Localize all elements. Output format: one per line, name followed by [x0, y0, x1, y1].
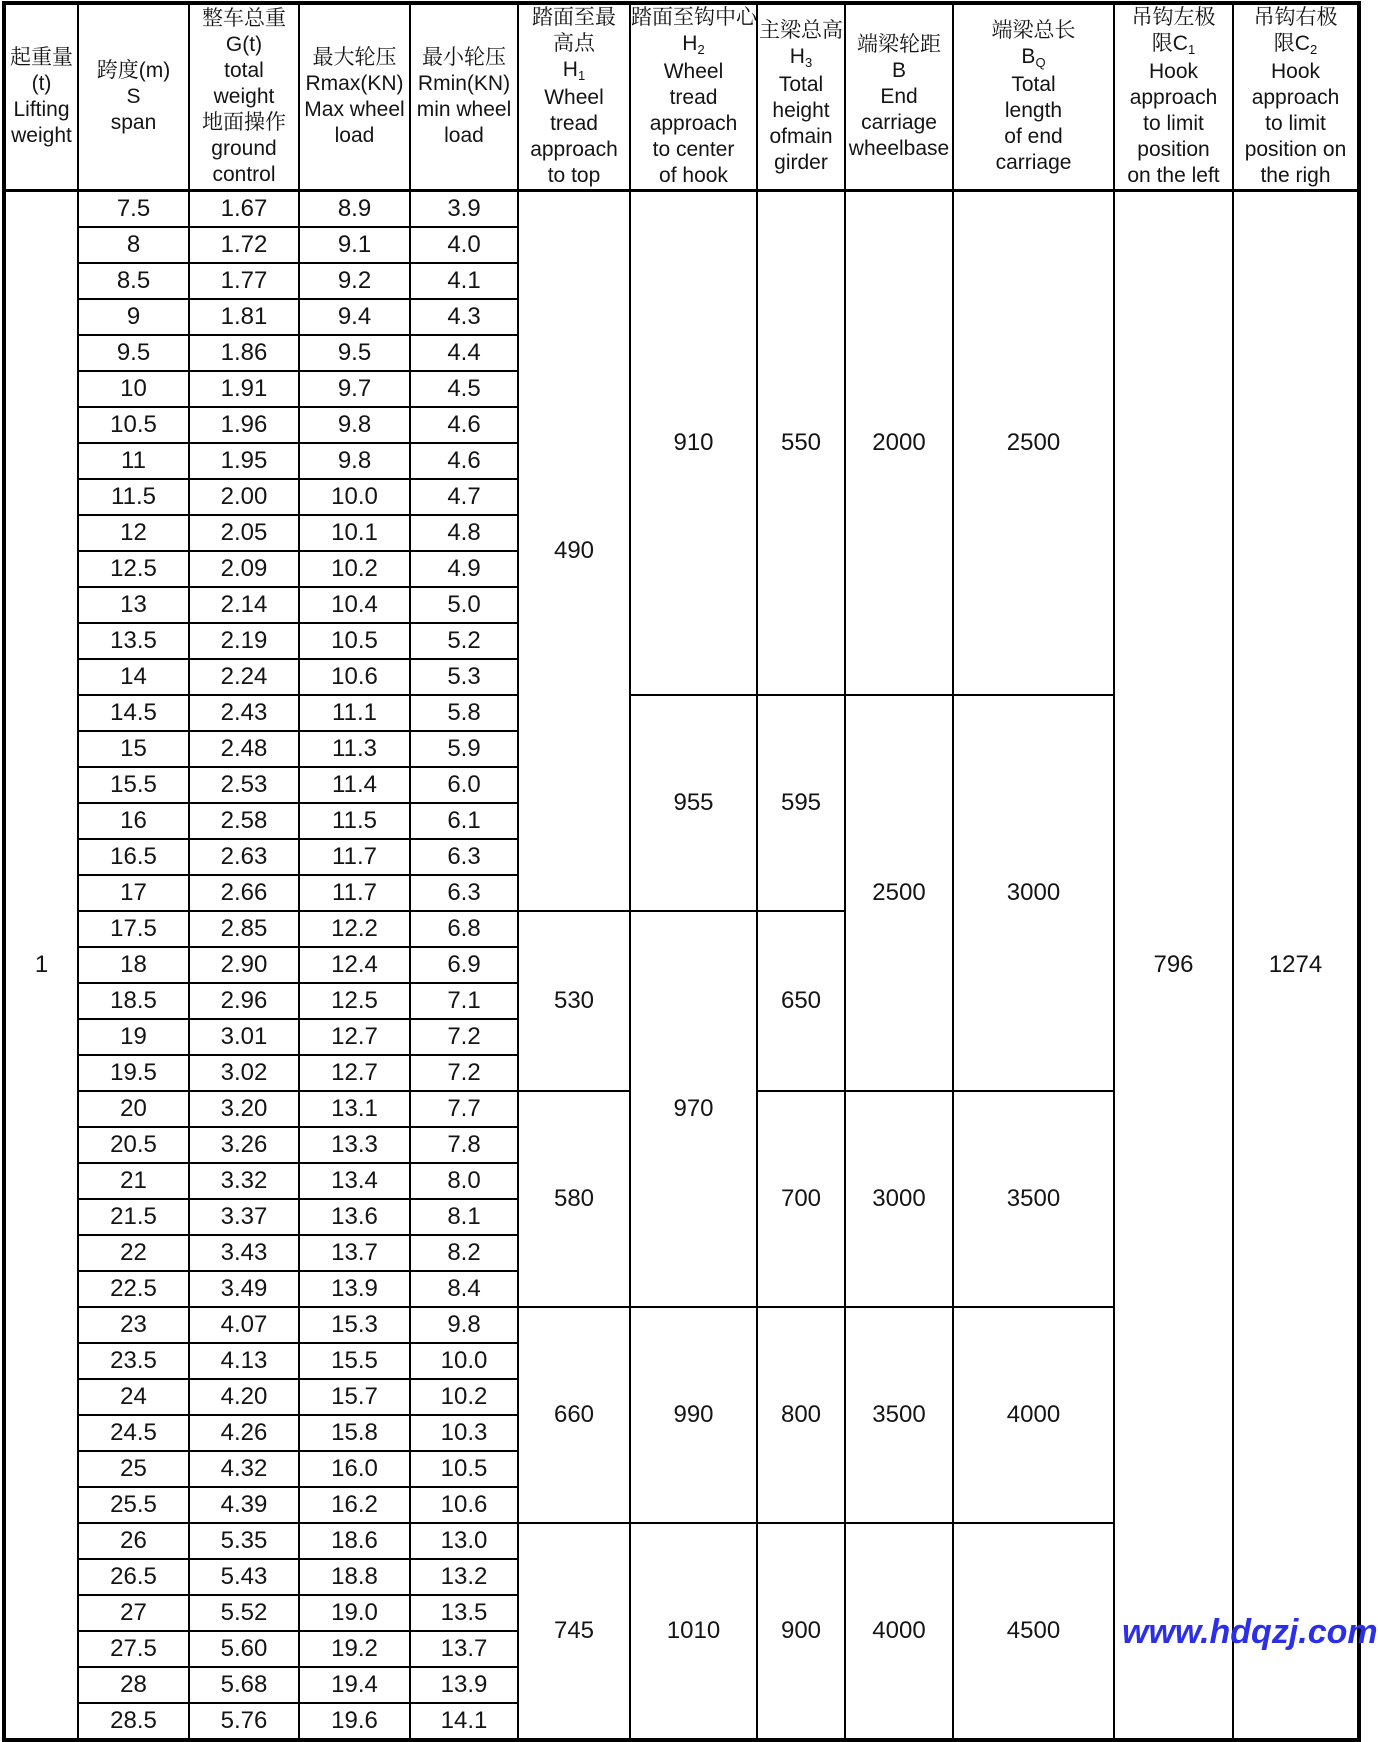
header-line: control: [212, 163, 276, 186]
table-cell: 7.7: [410, 1091, 518, 1127]
header-line: 地面操作: [202, 111, 286, 134]
table-cell: 7.2: [410, 1055, 518, 1091]
table-cell: 4.13: [189, 1343, 299, 1379]
table-cell: 6.1: [410, 803, 518, 839]
table-cell: 16.2: [299, 1487, 410, 1523]
table-cell: 10.0: [410, 1343, 518, 1379]
merged-cell-b: 4000: [845, 1523, 953, 1740]
table-cell: 14: [78, 659, 189, 695]
header-line: Total: [778, 73, 824, 96]
table-cell: 21: [78, 1163, 189, 1199]
header-line: of hook: [659, 164, 728, 187]
table-cell: 4.32: [189, 1451, 299, 1487]
table-cell: 15.5: [299, 1343, 410, 1379]
table-cell: 26: [78, 1523, 189, 1559]
table-cell: 5.35: [189, 1523, 299, 1559]
header-line: to top: [547, 164, 601, 187]
table-cell: 2.48: [189, 731, 299, 767]
table-cell: 15.5: [78, 767, 189, 803]
table-cell: 23: [78, 1307, 189, 1343]
table-cell: 4.6: [410, 443, 518, 479]
merged-cell-h2: 990: [630, 1307, 757, 1523]
table-cell: 19.6: [299, 1703, 410, 1740]
table-cell: 2.85: [189, 911, 299, 947]
table-cell: 14.1: [410, 1703, 518, 1740]
table-cell: 11.5: [78, 479, 189, 515]
merged-cell-b: 2000: [845, 191, 953, 696]
table-cell: 10.3: [410, 1415, 518, 1451]
table-cell: 16.0: [299, 1451, 410, 1487]
header-line: Rmin(KN): [417, 72, 511, 95]
table-cell: 3.37: [189, 1199, 299, 1235]
header-line: 踏面至钩中心: [631, 6, 757, 29]
table-cell: 2.96: [189, 983, 299, 1019]
table-cell: 5.43: [189, 1559, 299, 1595]
table-cell: 2.63: [189, 839, 299, 875]
table-cell: 2.66: [189, 875, 299, 911]
header-line: 整车总重: [202, 7, 286, 30]
table-cell: 15.3: [299, 1307, 410, 1343]
table-cell: 2.90: [189, 947, 299, 983]
header-line: weight: [11, 124, 72, 147]
table-cell: 6.3: [410, 875, 518, 911]
table-cell: 11.3: [299, 731, 410, 767]
column-header-lifting_weight: [4, 3, 78, 191]
header-line: ofmain: [769, 125, 833, 148]
header-line: 限$C_2$: [1273, 32, 1318, 57]
table-cell: 12.5: [299, 983, 410, 1019]
header-line: 端梁总长: [991, 19, 1076, 42]
table-cell: 3.32: [189, 1163, 299, 1199]
table-cell: 16.5: [78, 839, 189, 875]
table-cell: 9.8: [410, 1307, 518, 1343]
table-cell: 28.5: [78, 1703, 189, 1740]
table-cell: 2.53: [189, 767, 299, 803]
header-line: End: [880, 85, 918, 108]
header-line: 吊钩右极: [1253, 6, 1338, 29]
header-line: Total: [1011, 73, 1056, 96]
table-cell: 10.1: [299, 515, 410, 551]
header-line: Hook: [1148, 60, 1199, 83]
table-cell: 9.5: [78, 335, 189, 371]
table-body: [4, 191, 1359, 1741]
table-cell: 5.3: [410, 659, 518, 695]
merged-cell-c2: 1274: [1233, 191, 1359, 1741]
table-cell: 15: [78, 731, 189, 767]
table-cell: 5.9: [410, 731, 518, 767]
header-line: $H_3$: [789, 45, 813, 70]
header-line: weight: [213, 85, 275, 108]
column-header-bq: [953, 3, 1114, 191]
table-cell: 1.91: [189, 371, 299, 407]
table-cell: 5.0: [410, 587, 518, 623]
merged-cell-c1: 796: [1114, 191, 1233, 1741]
table-cell: 9.8: [299, 443, 410, 479]
table-cell: 11.1: [299, 695, 410, 731]
header-line: 最小轮压: [422, 46, 506, 69]
table-cell: 21.5: [78, 1199, 189, 1235]
table-cell: 12.5: [78, 551, 189, 587]
watermark-url-text: www.hdqzj.com: [1122, 1613, 1378, 1651]
table-cell: 1.96: [189, 407, 299, 443]
merged-cell-lifting_weight: 1: [4, 191, 78, 1741]
table-row: [4, 191, 1359, 228]
table-cell: 1.72: [189, 227, 299, 263]
table-cell: 10.6: [299, 659, 410, 695]
table-cell: 24.5: [78, 1415, 189, 1451]
table-cell: 10: [78, 371, 189, 407]
table-cell: 15.7: [299, 1379, 410, 1415]
table-cell: 14.5: [78, 695, 189, 731]
table-cell: 10.0: [299, 479, 410, 515]
header-line: carriage: [995, 151, 1072, 174]
table-cell: 2.19: [189, 623, 299, 659]
table-cell: 18.8: [299, 1559, 410, 1595]
table-cell: 20: [78, 1091, 189, 1127]
table-cell: 18.5: [78, 983, 189, 1019]
table-cell: 27: [78, 1595, 189, 1631]
merged-cell-h3: 550: [757, 191, 845, 696]
table-cell: 22: [78, 1235, 189, 1271]
table-cell: 4.4: [410, 335, 518, 371]
table-cell: 9.5: [299, 335, 410, 371]
table-cell: 10.5: [78, 407, 189, 443]
table-cell: 5.52: [189, 1595, 299, 1631]
table-cell: 18: [78, 947, 189, 983]
table-cell: 26.5: [78, 1559, 189, 1595]
merged-cell-h3: 900: [757, 1523, 845, 1740]
header-line: 限$C_1$: [1151, 32, 1196, 57]
header-line: girder: [774, 151, 828, 174]
column-header-total_weight: [189, 3, 299, 191]
header-line: wheelbase: [848, 137, 950, 160]
table-cell: 13.5: [78, 623, 189, 659]
column-header-c2: [1233, 3, 1359, 191]
table-cell: 13.0: [410, 1523, 518, 1559]
header-line: Wheel: [663, 60, 724, 83]
header-line: Wheel: [544, 86, 604, 109]
merged-cell-b: 2500: [845, 695, 953, 1091]
header-line: 最大轮压: [312, 46, 397, 69]
merged-cell-h3: 700: [757, 1091, 845, 1307]
table-cell: 9.1: [299, 227, 410, 263]
table-cell: 7.8: [410, 1127, 518, 1163]
table-cell: 10.5: [410, 1451, 518, 1487]
header-line: on the left: [1127, 164, 1220, 187]
table-cell: 4.26: [189, 1415, 299, 1451]
table-cell: 5.2: [410, 623, 518, 659]
table-cell: 1.81: [189, 299, 299, 335]
table-cell: 5.8: [410, 695, 518, 731]
table-cell: 2.09: [189, 551, 299, 587]
header-line: of end: [1004, 125, 1063, 148]
table-cell: 8.4: [410, 1271, 518, 1307]
merged-cell-b: 3500: [845, 1307, 953, 1523]
header-line: to center: [652, 138, 735, 161]
table-cell: 25: [78, 1451, 189, 1487]
table-cell: 10.5: [299, 623, 410, 659]
merged-cell-h2: 970: [630, 911, 757, 1307]
table-cell: 13.3: [299, 1127, 410, 1163]
table-cell: 6.0: [410, 767, 518, 803]
table-cell: 6.9: [410, 947, 518, 983]
header-line: Max wheel: [304, 98, 405, 121]
header-line: min wheel: [416, 98, 512, 121]
table-cell: 4.39: [189, 1487, 299, 1523]
header-line: $H_2$: [682, 32, 705, 57]
table-cell: 19: [78, 1019, 189, 1055]
table-cell: 3.49: [189, 1271, 299, 1307]
table-cell: 2.00: [189, 479, 299, 515]
table-cell: 9: [78, 299, 189, 335]
table-cell: 13: [78, 587, 189, 623]
table-cell: 20.5: [78, 1127, 189, 1163]
table-cell: 15.8: [299, 1415, 410, 1451]
header-line: approach: [530, 138, 618, 161]
table-cell: 4.7: [410, 479, 518, 515]
header-line: approach: [1251, 86, 1340, 109]
merged-cell-h1: 490: [518, 191, 630, 912]
table-cell: 1.95: [189, 443, 299, 479]
table-cell: 13.7: [410, 1631, 518, 1667]
header-line: S: [126, 85, 141, 108]
table-cell: 8.0: [410, 1163, 518, 1199]
header-line: height: [772, 99, 830, 122]
table-cell: 13.7: [299, 1235, 410, 1271]
table-cell: 11.5: [299, 803, 410, 839]
table-cell: 8.9: [299, 191, 410, 228]
table-cell: 19.2: [299, 1631, 410, 1667]
table-cell: 12.2: [299, 911, 410, 947]
table-cell: 7.2: [410, 1019, 518, 1055]
header-line: length: [1004, 99, 1063, 122]
table-cell: 6.8: [410, 911, 518, 947]
header-line: position on: [1244, 138, 1347, 161]
table-cell: 9.8: [299, 407, 410, 443]
table-cell: 12.7: [299, 1055, 410, 1091]
column-header-max_wheel_load: [299, 3, 410, 191]
table-cell: 9.2: [299, 263, 410, 299]
table-cell: 4.8: [410, 515, 518, 551]
merged-cell-h2: 910: [630, 191, 757, 696]
table-cell: 2.43: [189, 695, 299, 731]
table-cell: 2.05: [189, 515, 299, 551]
header-line: Hook: [1270, 60, 1321, 83]
merged-cell-h1: 530: [518, 911, 630, 1091]
header-line: (t): [31, 72, 52, 95]
header-line: approach: [649, 112, 738, 135]
table-cell: 8.2: [410, 1235, 518, 1271]
table-cell: 5.76: [189, 1703, 299, 1740]
header-line: Rmax(KN): [305, 72, 404, 95]
table-cell: 5.68: [189, 1667, 299, 1703]
column-header-h1: [518, 3, 630, 191]
table-cell: 13.1: [299, 1091, 410, 1127]
table-cell: 10.2: [410, 1379, 518, 1415]
header-line: 吊钩左极: [1131, 6, 1216, 29]
table-cell: 10.2: [299, 551, 410, 587]
merged-cell-h2: 1010: [630, 1523, 757, 1740]
column-header-b: [845, 3, 953, 191]
column-header-h3: [757, 3, 845, 191]
table-cell: 24: [78, 1379, 189, 1415]
table-cell: 4.5: [410, 371, 518, 407]
header-line: Lifting: [13, 98, 70, 121]
table-cell: 19.0: [299, 1595, 410, 1631]
merged-cell-bq: 2500: [953, 191, 1114, 696]
header-line: tread: [550, 112, 598, 135]
header-line: $B_Q$: [1021, 45, 1046, 70]
header-line: total: [224, 59, 264, 82]
merged-cell-h1: 660: [518, 1307, 630, 1523]
table-cell: 4.20: [189, 1379, 299, 1415]
merged-cell-h3: 800: [757, 1307, 845, 1523]
table-cell: 2.14: [189, 587, 299, 623]
merged-cell-bq: 4000: [953, 1307, 1114, 1523]
table-cell: 19.5: [78, 1055, 189, 1091]
merged-cell-bq: 3500: [953, 1091, 1114, 1307]
table-cell: 23.5: [78, 1343, 189, 1379]
header-line: the righ: [1260, 164, 1331, 187]
table-cell: 1.77: [189, 263, 299, 299]
table-cell: 9.7: [299, 371, 410, 407]
table-cell: 5.60: [189, 1631, 299, 1667]
merged-cell-h3: 650: [757, 911, 845, 1091]
table-cell: 13.6: [299, 1199, 410, 1235]
table-header: [4, 3, 1359, 191]
table-cell: 25.5: [78, 1487, 189, 1523]
header-line: approach: [1129, 86, 1218, 109]
header-line: 起重量: [10, 46, 73, 69]
header-line: 主梁总高: [759, 19, 843, 42]
table-cell: 4.1: [410, 263, 518, 299]
table-cell: 17: [78, 875, 189, 911]
header-line: position: [1137, 138, 1210, 161]
header-line: tread: [669, 86, 718, 109]
table-cell: 4.3: [410, 299, 518, 335]
merged-cell-b: 3000: [845, 1091, 953, 1307]
table-cell: 8.1: [410, 1199, 518, 1235]
spec-table: [2, 1, 1361, 1742]
table-cell: 22.5: [78, 1271, 189, 1307]
table-cell: 11.4: [299, 767, 410, 803]
table-cell: 10.4: [299, 587, 410, 623]
table-cell: 13.4: [299, 1163, 410, 1199]
table-cell: 8: [78, 227, 189, 263]
table-cell: 11: [78, 443, 189, 479]
header-line: load: [444, 124, 484, 147]
table-cell: 1.67: [189, 191, 299, 228]
table-cell: 2.24: [189, 659, 299, 695]
merged-cell-bq: 4500: [953, 1523, 1114, 1740]
header-row: [4, 3, 1359, 191]
table-cell: 11.7: [299, 875, 410, 911]
table-cell: 12.7: [299, 1019, 410, 1055]
header-line: 跨度(m): [96, 59, 171, 82]
header-line: 踏面至最: [532, 6, 616, 29]
table-cell: 3.9: [410, 191, 518, 228]
table-cell: 3.01: [189, 1019, 299, 1055]
header-line: to limit: [1265, 112, 1326, 135]
header-line: ground: [211, 137, 277, 160]
merged-cell-h1: 580: [518, 1091, 630, 1307]
header-line: 端梁轮距: [857, 33, 941, 56]
column-header-c1: [1114, 3, 1233, 191]
table-cell: 2.58: [189, 803, 299, 839]
merged-cell-h3: 595: [757, 695, 845, 911]
table-cell: 3.20: [189, 1091, 299, 1127]
header-line: $H_1$: [562, 58, 586, 83]
table-cell: 12: [78, 515, 189, 551]
table-cell: 13.5: [410, 1595, 518, 1631]
merged-cell-h1: 745: [518, 1523, 630, 1740]
table-cell: 8.5: [78, 263, 189, 299]
header-line: span: [110, 111, 157, 134]
header-line: to limit: [1143, 112, 1204, 135]
table-cell: 4.07: [189, 1307, 299, 1343]
table-cell: 13.2: [410, 1559, 518, 1595]
table-cell: 3.02: [189, 1055, 299, 1091]
table-cell: 3.26: [189, 1127, 299, 1163]
table-cell: 28: [78, 1667, 189, 1703]
table-cell: 11.7: [299, 839, 410, 875]
table-cell: 27.5: [78, 1631, 189, 1667]
table-cell: 4.6: [410, 407, 518, 443]
table-cell: 4.9: [410, 551, 518, 587]
table-cell: 7.5: [78, 191, 189, 228]
table-cell: 6.3: [410, 839, 518, 875]
table-cell: 3.43: [189, 1235, 299, 1271]
table-cell: 1.86: [189, 335, 299, 371]
merged-cell-bq: 3000: [953, 695, 1114, 1091]
column-header-span: [78, 3, 189, 191]
table-cell: 18.6: [299, 1523, 410, 1559]
table-cell: 16: [78, 803, 189, 839]
table-cell: 7.1: [410, 983, 518, 1019]
merged-cell-h2: 955: [630, 695, 757, 911]
table-cell: 4.0: [410, 227, 518, 263]
header-line: carriage: [861, 111, 937, 134]
header-line: 高点: [553, 32, 595, 55]
table-cell: 19.4: [299, 1667, 410, 1703]
header-line: G(t): [225, 33, 263, 56]
table-cell: 17.5: [78, 911, 189, 947]
column-header-h2: [630, 3, 757, 191]
table-cell: 13.9: [299, 1271, 410, 1307]
table-cell: 12.4: [299, 947, 410, 983]
table-cell: 9.4: [299, 299, 410, 335]
table-cell: 10.6: [410, 1487, 518, 1523]
column-header-min_wheel_load: [410, 3, 518, 191]
table-cell: 13.9: [410, 1667, 518, 1703]
header-line: load: [334, 124, 375, 147]
header-line: B: [891, 59, 906, 82]
